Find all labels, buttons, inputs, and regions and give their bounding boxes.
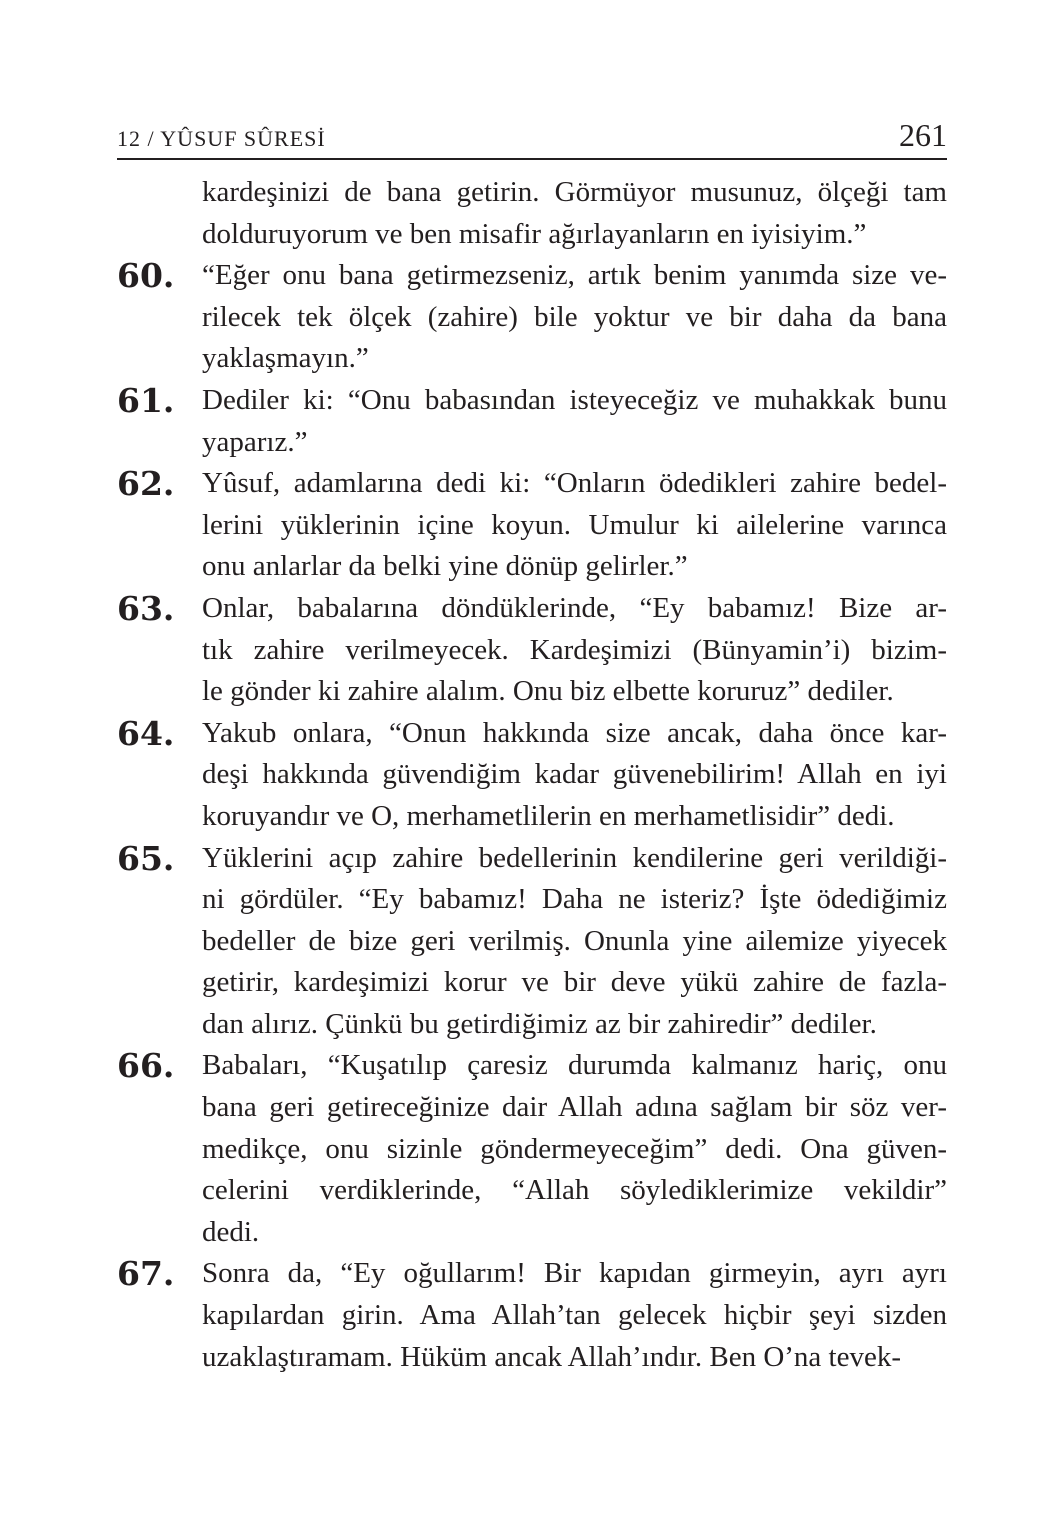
verse-number: 67. <box>117 1254 175 1294</box>
verse-number: 61. <box>117 380 175 420</box>
verse-text-line: Yüklerini açıp zahire bedellerinin kendilerine geri verildiği- <box>202 841 947 874</box>
verse-number: 66. <box>117 1046 175 1086</box>
verse-text-line: dolduruyorum ve ben misafir ağırlayanların en iyisiyim.” <box>202 217 867 250</box>
verse-number: 60. <box>117 256 175 296</box>
verse-text-line: celerini verdiklerinde, “Allah söylediklerimize vekildir” <box>202 1174 947 1207</box>
verse-text-line: tık zahire verilmeyecek. Kardeşimizi (Bünyamin’i) bizim- <box>202 633 947 666</box>
verse-text-line: Onlar, babalarına döndüklerinde, “Ey babamız! Bize ar- <box>202 591 947 624</box>
verse-text-line: le gönder ki zahire alalım. Onu biz elbette koruruz” dediler. <box>202 675 894 708</box>
verse-text-line: rilecek tek ölçek (zahire) bile yoktur ve bir daha da bana <box>202 300 947 333</box>
verse-paragraph <box>117 255 947 380</box>
verse-text-line: dedi. <box>202 1215 260 1248</box>
verse-text-line: Dediler ki: “Onu babasından isteyeceğiz ve muhakkak bunu <box>202 383 947 416</box>
verse-number: 63. <box>117 588 175 628</box>
verse-text-line: onu anlarlar da belki yine dönüp gelirler.” <box>202 550 688 583</box>
verse-text-line: “Eğer onu bana getirmezseniz, artık benim yanımda size ve- <box>202 259 947 292</box>
verse-text-line: kapılardan girin. Ama Allah’tan gelecek hiçbir şeyi sizden <box>202 1299 947 1332</box>
verse-text-line: yaparız.” <box>202 425 308 458</box>
verse-number: 64. <box>117 713 175 753</box>
verse-text-line: kardeşinizi de bana getirin. Görmüyor musunuz, ölçeği tam <box>202 176 947 208</box>
verse-text-line: bedeller de bize geri verilmiş. Onunla yine ailemize yiyecek <box>202 924 947 957</box>
verse-text-line: medikçe, onu sizinle göndermeyeceğim” dedi. Ona güven- <box>202 1132 947 1165</box>
verse-text-line: Yûsuf, adamlarına dedi ki: “Onların ödedikleri zahire bedel- <box>202 467 947 500</box>
verse-paragraph <box>117 1045 947 1253</box>
verse-text-line: dan alırız. Çünkü bu getirdiğimiz az bir zahiredir” dediler. <box>202 1007 877 1040</box>
verse-text-line: lerini yüklerinin içine koyun. Umulur ki ailelerine varınca <box>202 508 947 541</box>
verse-number: 62. <box>117 464 175 504</box>
verse-paragraph <box>117 463 947 588</box>
verse-text-line: Babaları, “Kuşatılıp çaresiz durumda kalmanız hariç, onu <box>202 1049 947 1082</box>
verse-text-line: yaklaşmayın.” <box>202 342 369 375</box>
verse-text-line: uzaklaştıramam. Hüküm ancak Allah’ındır. Ben O’na tevek- <box>202 1340 902 1373</box>
page-number: 261 <box>899 117 947 153</box>
verse-text-line: Yakub onlara, “Onun hakkında size ancak, daha önce kar- <box>202 716 947 749</box>
verse-paragraph <box>117 1253 947 1378</box>
verse-text-line: koruyandır ve O, merhametlilerin en merhametlisidir” dedi. <box>202 799 895 832</box>
verse-text-line: deşi hakkında güvendiğim kadar güvenebilirim! Allah en iyi <box>202 758 947 791</box>
verse-list <box>117 172 947 1378</box>
verse-number: 65. <box>117 838 175 878</box>
verse-text-line: ni gördüler. “Ey babamız! Daha ne isteriz? İşte ödediğimiz <box>202 883 947 916</box>
verse-text-line: bana geri getireceğinize dair Allah adına sağlam bir söz ver- <box>202 1091 947 1124</box>
page-header <box>117 112 947 160</box>
verse-paragraph <box>117 380 947 463</box>
verse-paragraph <box>117 172 947 255</box>
running-title: 12 / YÛSUF SÛRESİ <box>117 126 326 151</box>
verse-text-line: Sonra da, “Ey oğullarım! Bir kapıdan girmeyin, ayrı ayrı <box>202 1257 947 1290</box>
verse-paragraph <box>117 838 947 1046</box>
verse-paragraph <box>117 588 947 713</box>
verse-text-line: getirir, kardeşimizi korur ve bir deve yükü zahire de fazla- <box>202 966 947 999</box>
verse-paragraph <box>117 713 947 838</box>
